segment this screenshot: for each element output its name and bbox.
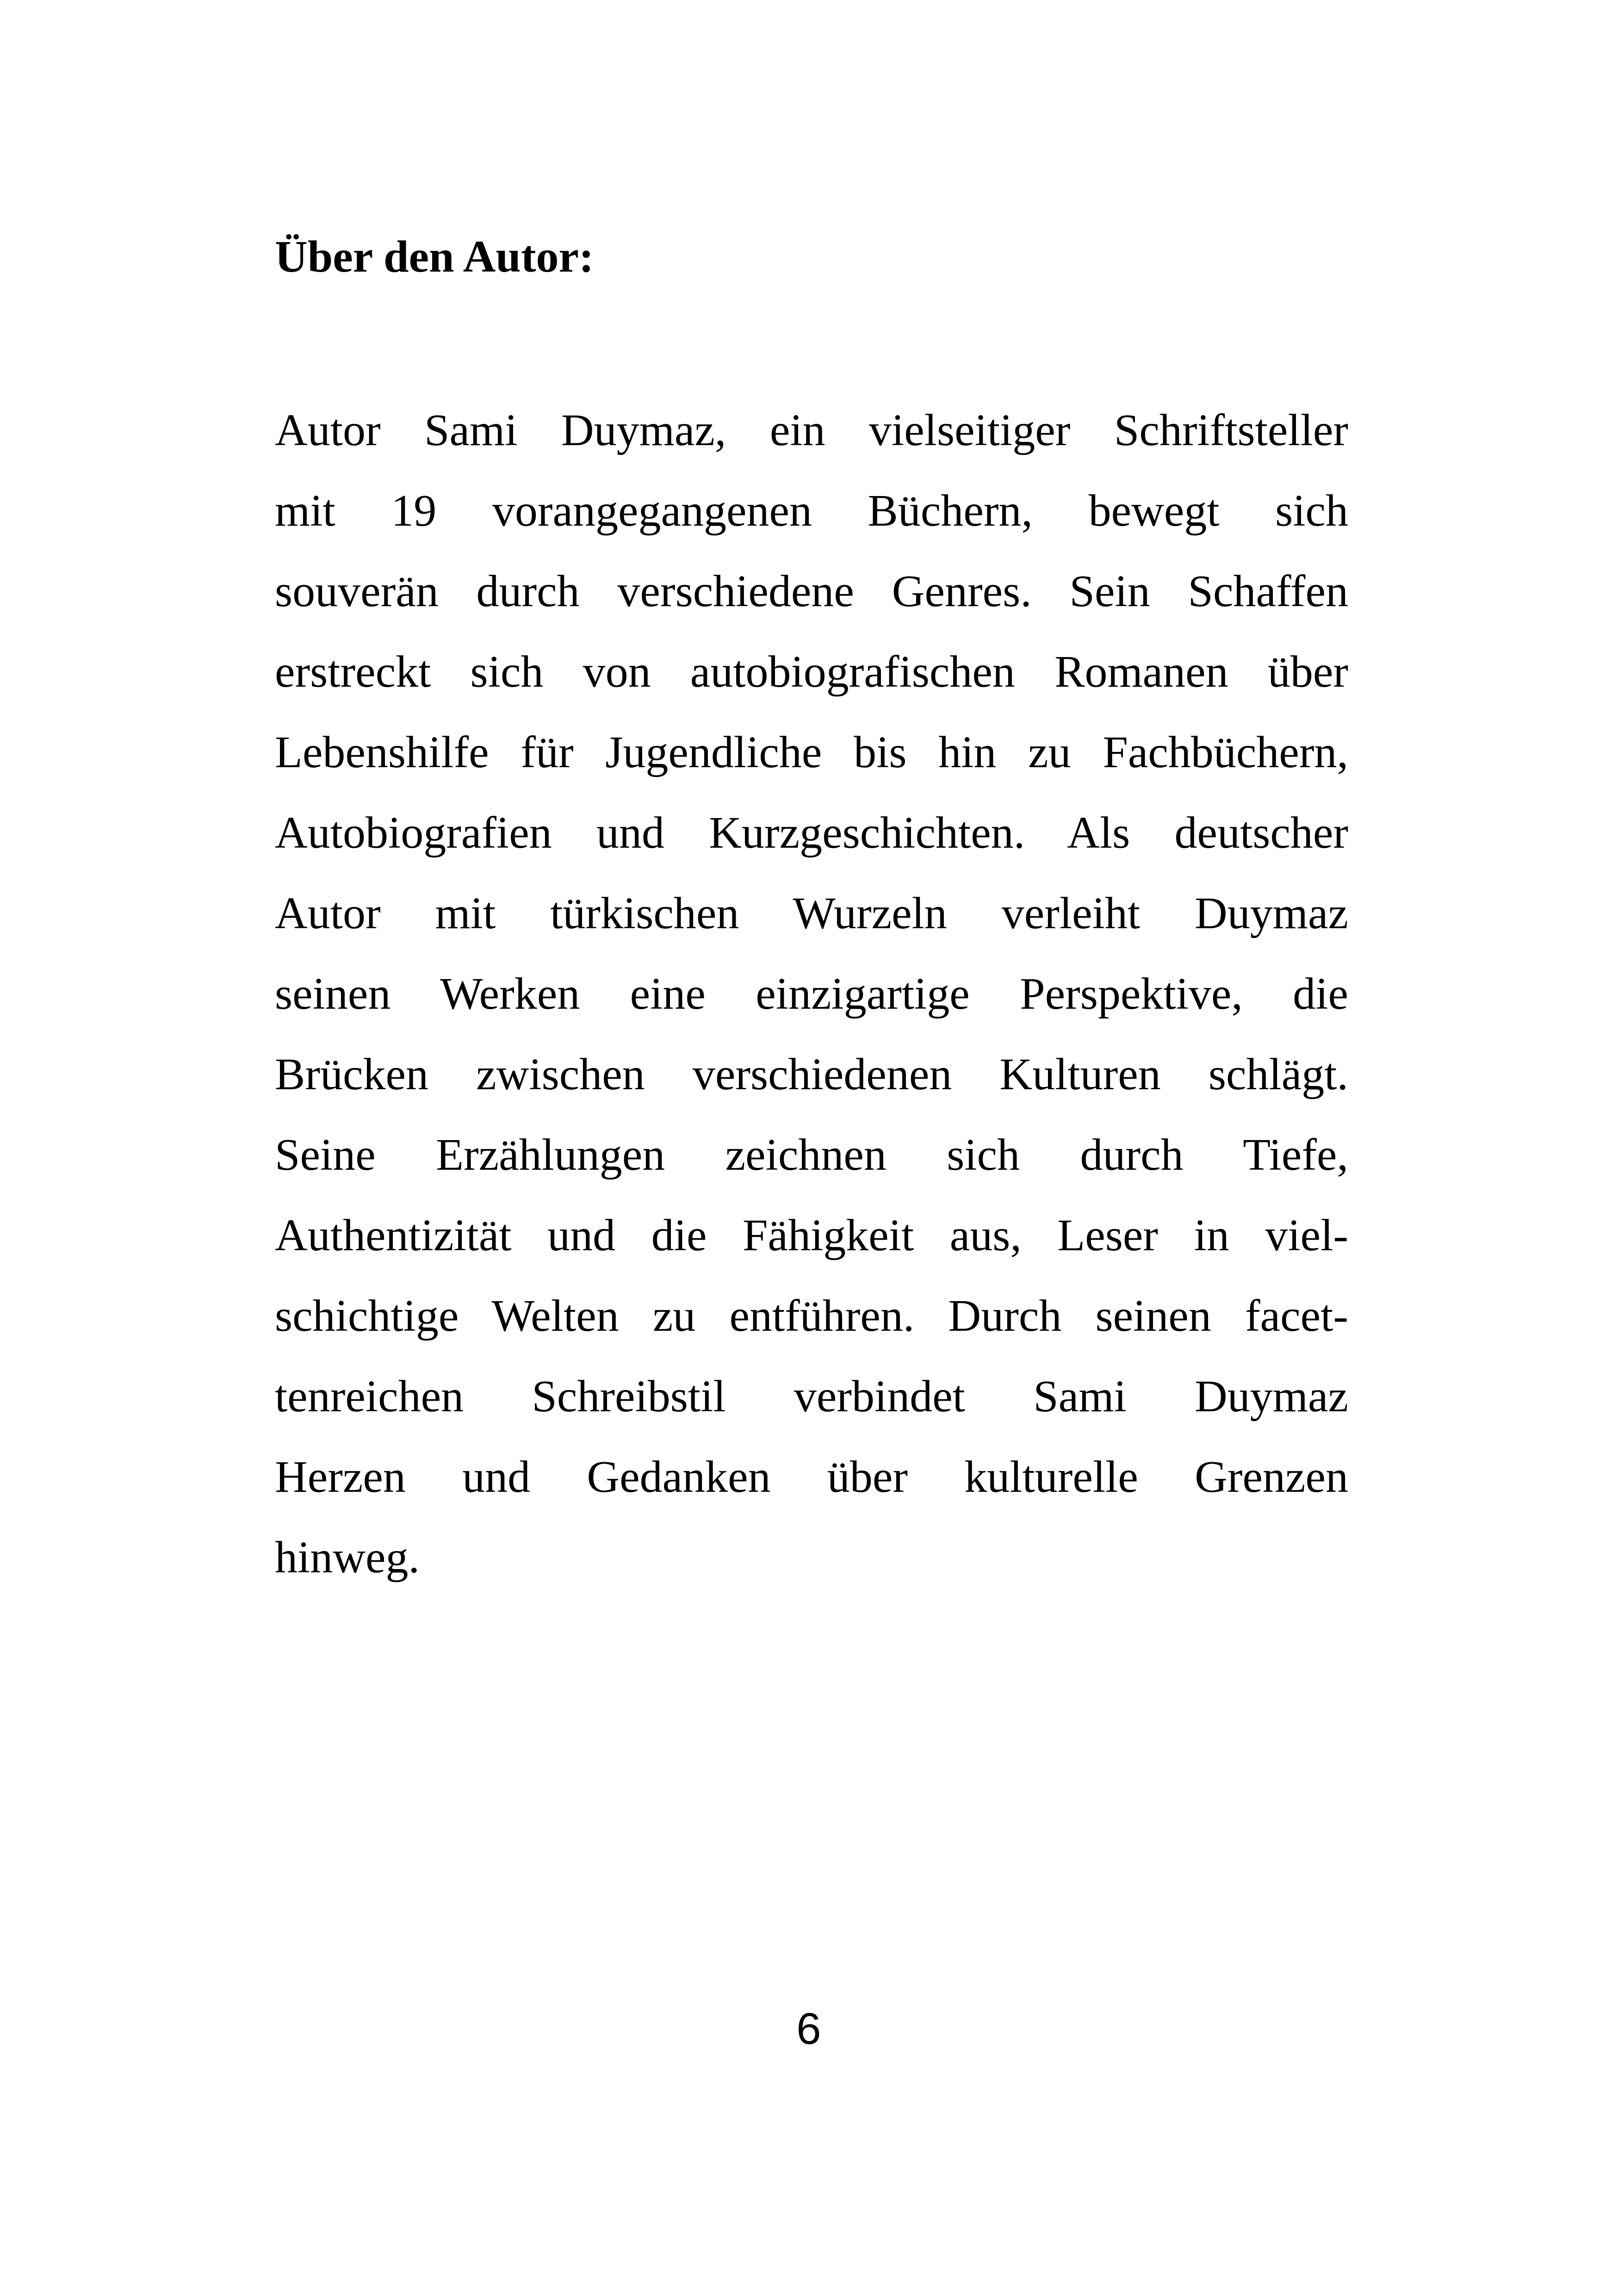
paragraph-line: tenreichen Schreibstil verbindet Sami Duymaz <box>275 1371 1348 1421</box>
paragraph-line: Authentizität und die Fähigkeit aus, Leser in viel- <box>275 1210 1348 1260</box>
paragraph-line: hinweg. <box>275 1533 420 1582</box>
page-number: 6 <box>796 2004 821 2054</box>
paragraph-line: Lebenshilfe für Jugendliche bis hin zu Fachbüchern, <box>275 727 1348 777</box>
paragraph-line: Herzen und Gedanken über kulturelle Grenzen <box>275 1452 1348 1502</box>
paragraph-line: mit 19 vorangegangenen Büchern, bewegt sich <box>275 486 1348 536</box>
paragraph-line: souverän durch verschiedene Genres. Sein Schaffen <box>275 566 1348 616</box>
paragraph-line: erstreckt sich von autobiografischen Romanen über <box>275 647 1348 697</box>
paragraph-line: schichtige Welten zu entführen. Durch seinen facet- <box>275 1291 1348 1341</box>
paragraph-line: Seine Erzählungen zeichnen sich durch Tiefe, <box>275 1130 1348 1180</box>
section-heading: Über den Autor: <box>275 232 594 282</box>
author-bio-paragraph <box>275 390 1348 1598</box>
paragraph-line: seinen Werken eine einzigartige Perspektive, die <box>275 969 1348 1019</box>
paragraph-line: Autor mit türkischen Wurzeln verleiht Duymaz <box>275 888 1348 938</box>
paragraph-line: Brücken zwischen verschiedenen Kulturen schlägt. <box>275 1049 1348 1099</box>
paragraph-line: Autor Sami Duymaz, ein vielseitiger Schriftsteller <box>275 405 1348 455</box>
paragraph-line: Autobiografien und Kurzgeschichten. Als deutscher <box>275 808 1348 858</box>
